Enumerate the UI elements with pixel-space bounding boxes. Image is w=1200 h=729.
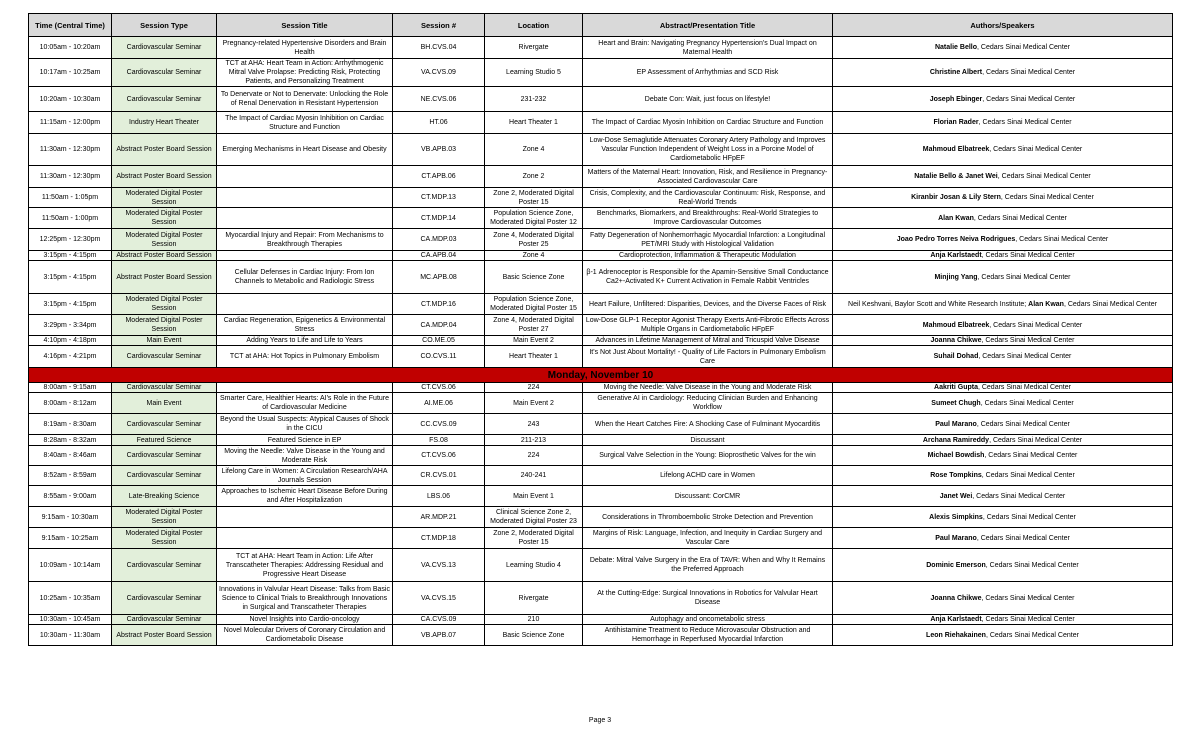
abstract-title-cell: EP Assessment of Arrhythmias and SCD Risk: [583, 59, 833, 87]
time-cell: 11:30am - 12:30pm: [29, 166, 112, 188]
time-cell: 10:05am - 10:20am: [29, 37, 112, 59]
time-cell: 10:17am - 10:25am: [29, 59, 112, 87]
session-title-cell: [217, 528, 393, 549]
session-title-cell: Adding Years to Life and Life to Years: [217, 336, 393, 346]
session-number-cell: VA.CVS.15: [393, 582, 485, 615]
session-number-cell: CA.APB.04: [393, 251, 485, 261]
authors-cell: [833, 166, 1173, 188]
abstract-title-cell: Debate Con: Wait, just focus on lifestyle!: [583, 87, 833, 112]
session-title-cell: [217, 507, 393, 528]
author-affiliation: , Cedars Sinai Medical Center: [973, 214, 1067, 222]
day-banner-section: [29, 368, 1173, 383]
session-type-cell: Cardiovascular Seminar: [112, 549, 217, 582]
abstract-title-cell: Autophagy and oncometabolic stress: [583, 615, 833, 625]
session-number-cell: CC.CVS.09: [393, 414, 485, 435]
authors-cell: [833, 336, 1173, 346]
authors-cell: [833, 87, 1173, 112]
authors-cell: [833, 261, 1173, 294]
abstract-title-cell: It's Not Just About Mortality! - Quality of Life Factors in Pulmonary Embolism Care: [583, 346, 833, 368]
author-name: Kiranbir Josan & Lily Stern: [911, 194, 1001, 201]
session-title-cell: The Impact of Cardiac Myosin Inhibition on Cardiac Structure and Function: [217, 112, 393, 134]
session-type-cell: Moderated Digital Poster Session: [112, 315, 217, 336]
authors-cell: [833, 315, 1173, 336]
authors-cell: [833, 528, 1173, 549]
session-type-cell: Moderated Digital Poster Session: [112, 528, 217, 549]
location-cell: Heart Theater 1: [485, 112, 583, 134]
table-row: [29, 166, 1173, 188]
author-name: Alexis Simpkins: [929, 513, 983, 521]
session-number-cell: CT.MDP.16: [393, 294, 485, 315]
author-name: Florian Rader: [933, 119, 979, 126]
abstract-title-cell: Benchmarks, Biomarkers, and Breakthroughs: Real-World Strategies to Improve Cardiovascular Outcomes: [583, 208, 833, 229]
time-cell: 10:09am - 10:14am: [29, 549, 112, 582]
time-cell: 9:15am - 10:30am: [29, 507, 112, 528]
author-affiliation: , Cedars Sinai Medical Center: [989, 146, 1083, 153]
author-name: Rose Tompkins: [930, 472, 982, 479]
table-row: [29, 59, 1173, 87]
session-number-cell: CT.MDP.14: [393, 208, 485, 229]
session-type-cell: Cardiovascular Seminar: [112, 37, 217, 59]
author-name: Anja Karlstaedt: [930, 616, 982, 623]
session-type-cell: Cardiovascular Seminar: [112, 346, 217, 368]
authors-cell: [833, 294, 1173, 315]
session-type-cell: Featured Science: [112, 435, 217, 446]
session-type-cell: Cardiovascular Seminar: [112, 87, 217, 112]
table-row: [29, 414, 1173, 435]
time-cell: 8:52am - 8:59am: [29, 466, 112, 486]
session-type-cell: Main Event: [112, 336, 217, 346]
author-name: Mahmoud Elbatreek: [922, 321, 990, 329]
rows-after-banner: [29, 383, 1173, 646]
author-name: Sumeet Chugh: [931, 399, 981, 407]
abstract-title-cell: Margins of Risk: Language, Infection, and Inequity in Cardiac Surgery and Vascular Care: [583, 528, 833, 549]
location-cell: 224: [485, 446, 583, 466]
location-cell: Learning Studio 4: [485, 549, 583, 582]
session-type-cell: Moderated Digital Poster Session: [112, 188, 217, 208]
abstract-title-cell: Fatty Degeneration of Nonhemorrhagic Myocardial Infarction: a Longitudinal PET/MRI Study with Histological Validation: [583, 229, 833, 251]
location-cell: Main Event 1: [485, 486, 583, 507]
header-authors: Authors/Speakers: [833, 14, 1173, 37]
session-number-cell: CT.MDP.13: [393, 188, 485, 208]
session-title-cell: Pregnancy-related Hypertensive Disorders and Brain Health: [217, 37, 393, 59]
table-row: [29, 261, 1173, 294]
session-number-cell: MC.APB.08: [393, 261, 485, 294]
time-cell: 11:15am - 12:00pm: [29, 112, 112, 134]
session-title-cell: [217, 166, 393, 188]
session-type-cell: Abstract Poster Board Session: [112, 166, 217, 188]
session-title-cell: Smarter Care, Healthier Hearts: AI's Role in the Future of Cardiovascular Medicine: [217, 393, 393, 414]
session-number-cell: CO.CVS.11: [393, 346, 485, 368]
session-title-cell: Approaches to Ischemic Heart Disease Before During and After Hospitalization: [217, 486, 393, 507]
time-cell: 8:19am - 8:30am: [29, 414, 112, 435]
authors-cell: [833, 188, 1173, 208]
author-name: Joseph Ebinger: [929, 95, 983, 103]
author-name: Natalie Bello & Janet Wei: [914, 173, 998, 180]
session-number-cell: VA.CVS.13: [393, 549, 485, 582]
author-affiliation: , Cedars Sinai Medical Center: [977, 273, 1071, 281]
time-cell: 4:16pm - 4:21pm: [29, 346, 112, 368]
author-affiliation: , Cedars Sinai Medical Center: [1063, 300, 1157, 308]
location-cell: Heart Theater 1: [485, 346, 583, 368]
session-number-cell: VB.APB.03: [393, 134, 485, 166]
header-session-type: Session Type: [112, 14, 217, 37]
authors-cell: [833, 549, 1173, 582]
time-cell: 8:28am - 8:32am: [29, 435, 112, 446]
abstract-title-cell: Considerations in Thromboembolic Stroke Detection and Prevention: [583, 507, 833, 528]
location-cell: Population Science Zone, Moderated Digital Poster 12: [485, 208, 583, 229]
author-name: Alan Kwan: [1028, 300, 1064, 308]
authors-cell: [833, 446, 1173, 466]
author-name: Aakriti Gupta: [934, 384, 978, 391]
header-row: [29, 14, 1173, 37]
session-number-cell: CT.APB.06: [393, 166, 485, 188]
authors-cell: [833, 112, 1173, 134]
table-row: [29, 549, 1173, 582]
session-number-cell: VA.CVS.09: [393, 59, 485, 87]
time-cell: 11:50am - 1:05pm: [29, 188, 112, 208]
table-row: [29, 134, 1173, 166]
authors-cell: [833, 383, 1173, 393]
table-row: [29, 625, 1173, 646]
author-name: Leon Riehakainen: [926, 631, 986, 639]
session-number-cell: CT.CVS.06: [393, 446, 485, 466]
time-cell: 10:20am - 10:30am: [29, 87, 112, 112]
author-name: Natalie Bello: [934, 44, 977, 51]
schedule-table: [28, 13, 1173, 646]
time-cell: 8:00am - 9:15am: [29, 383, 112, 393]
session-type-cell: Abstract Poster Board Session: [112, 251, 217, 261]
table-row: [29, 507, 1173, 528]
header-location: Location: [485, 14, 583, 37]
session-title-cell: Cellular Defenses in Cardiac Injury: From Ion Channels to Metabolic and Radiologic Stress: [217, 261, 393, 294]
session-number-cell: LBS.06: [393, 486, 485, 507]
author-affiliation: , Cedars Sinai Medical Center: [985, 631, 1079, 639]
author-affiliation: , Cedars Sinai Medical Center: [972, 492, 1066, 500]
time-cell: 10:25am - 10:35am: [29, 582, 112, 615]
session-type-cell: Cardiovascular Seminar: [112, 582, 217, 615]
author-name: Paul Marano: [935, 534, 977, 542]
time-cell: 3:15pm - 4:15pm: [29, 294, 112, 315]
session-number-cell: FS.08: [393, 435, 485, 446]
table-row: [29, 466, 1173, 486]
session-number-cell: CO.ME.05: [393, 336, 485, 346]
session-number-cell: AI.ME.06: [393, 393, 485, 414]
author-affiliation: , Cedars Sinai Medical Center: [1000, 194, 1094, 201]
session-title-cell: Emerging Mechanisms in Heart Disease and Obesity: [217, 134, 393, 166]
author-name: Dominic Emerson: [926, 561, 986, 569]
author-affiliation: , Cedars Sinai Medical Center: [981, 252, 1075, 259]
abstract-title-cell: Cardioprotection, Inflammation & Therapeutic Modulation: [583, 251, 833, 261]
table-row: [29, 435, 1173, 446]
location-cell: Learning Studio 5: [485, 59, 583, 87]
author-prefix: Neil Keshvani, Baylor Scott and White Research Institute;: [848, 300, 1029, 308]
abstract-title-cell: Heart and Brain: Navigating Pregnancy Hypertension's Dual Impact on Maternal Health: [583, 37, 833, 59]
abstract-title-cell: Lifelong ACHD care in Women: [583, 466, 833, 486]
author-affiliation: , Cedars Sinai Medical Center: [977, 384, 1071, 391]
abstract-title-cell: Heart Failure, Unfiltered: Disparities, Devices, and the Diverse Faces of Risk: [583, 294, 833, 315]
abstract-title-cell: Surgical Valve Selection in the Young: Bioprosthetic Valves for the win: [583, 446, 833, 466]
author-name: Alan Kwan: [938, 214, 974, 222]
session-number-cell: HT.06: [393, 112, 485, 134]
table-row: [29, 528, 1173, 549]
session-title-cell: To Denervate or Not to Denervate: Unlocking the Role of Renal Denervation in Resistant Hypertension: [217, 87, 393, 112]
time-cell: 3:15pm - 4:15pm: [29, 251, 112, 261]
abstract-title-cell: When the Heart Catches Fire: A Shocking Case of Fulminant Myocarditis: [583, 414, 833, 435]
author-name: Paul Marano: [935, 420, 977, 428]
session-type-cell: Cardiovascular Seminar: [112, 59, 217, 87]
abstract-title-cell: At the Cutting-Edge: Surgical Innovations in Robotics for Valvular Heart Disease: [583, 582, 833, 615]
time-cell: 12:25pm - 12:30pm: [29, 229, 112, 251]
session-title-cell: [217, 208, 393, 229]
header-session-number: Session #: [393, 14, 485, 37]
time-cell: 8:00am - 8:12am: [29, 393, 112, 414]
table-row: [29, 615, 1173, 625]
location-cell: 210: [485, 615, 583, 625]
author-affiliation: , Cedars Sinai Medical Center: [978, 119, 1072, 126]
location-cell: Basic Science Zone: [485, 625, 583, 646]
author-affiliation: , Cedars Sinai Medical Center: [985, 561, 1079, 569]
location-cell: Zone 2, Moderated Digital Poster 15: [485, 188, 583, 208]
location-cell: Zone 4: [485, 251, 583, 261]
table-row: [29, 582, 1173, 615]
session-type-cell: Abstract Poster Board Session: [112, 134, 217, 166]
location-cell: Zone 2: [485, 166, 583, 188]
session-type-cell: Main Event: [112, 393, 217, 414]
author-affiliation: , Cedars Sinai Medical Center: [984, 452, 1078, 459]
session-number-cell: CR.CVS.01: [393, 466, 485, 486]
day-banner-row: [29, 368, 1173, 383]
authors-cell: [833, 59, 1173, 87]
author-affiliation: , Cedars Sinai Medical Center: [981, 337, 1075, 344]
session-number-cell: CA.MDP.04: [393, 315, 485, 336]
author-name: Janet Wei: [939, 492, 973, 500]
session-title-cell: Innovations in Valvular Heart Disease: Talks from Basic Science to Clinical Trials to Breakthrough Innovations in Surgical and Transcatheter Therapies: [217, 582, 393, 615]
author-affiliation: , Cedars Sinai Medical Center: [976, 534, 1070, 542]
session-title-cell: [217, 188, 393, 208]
time-cell: 4:10pm - 4:18pm: [29, 336, 112, 346]
abstract-title-cell: Low-Dose GLP-1 Receptor Agonist Therapy Exerts Anti-Fibrotic Effects Across Multiple Organs in Cardiometabolic HFpEF: [583, 315, 833, 336]
session-type-cell: Cardiovascular Seminar: [112, 615, 217, 625]
session-type-cell: Cardiovascular Seminar: [112, 446, 217, 466]
session-title-cell: TCT at AHA: Hot Topics in Pulmonary Embolism: [217, 346, 393, 368]
authors-cell: [833, 37, 1173, 59]
author-affiliation: , Cedars Sinai Medical Center: [981, 616, 1075, 623]
author-name: Joanna Chikwe: [930, 337, 982, 344]
table-row: [29, 37, 1173, 59]
table-row: [29, 188, 1173, 208]
abstract-title-cell: Discussant: CorCMR: [583, 486, 833, 507]
location-cell: Zone 4, Moderated Digital Poster 25: [485, 229, 583, 251]
table-row: [29, 336, 1173, 346]
session-number-cell: CT.MDP.18: [393, 528, 485, 549]
session-type-cell: Abstract Poster Board Session: [112, 625, 217, 646]
session-title-cell: Cardiac Regeneration, Epigenetics & Environmental Stress: [217, 315, 393, 336]
rows-before-banner: [29, 37, 1173, 368]
session-number-cell: CA.CVS.09: [393, 615, 485, 625]
header-time: Time (Central Time): [29, 14, 112, 37]
abstract-title-cell: Advances in Lifetime Management of Mitral and Tricuspid Valve Disease: [583, 336, 833, 346]
author-affiliation: , Cedars Sinai Medical Center: [982, 513, 1076, 521]
author-affiliation: , Cedars Sinai Medical Center: [989, 436, 1083, 444]
author-affiliation: , Cedars Sinai Medical Center: [1015, 236, 1109, 243]
schedule-sheet: [28, 13, 1173, 646]
table-row: [29, 383, 1173, 393]
abstract-title-cell: Antihistamine Treatment to Reduce Microvascular Obstruction and Hemorrhage in Reperfused Myocardial Infarction: [583, 625, 833, 646]
location-cell: 231-232: [485, 87, 583, 112]
session-type-cell: Industry Heart Theater: [112, 112, 217, 134]
session-type-cell: Moderated Digital Poster Session: [112, 294, 217, 315]
authors-cell: [833, 507, 1173, 528]
time-cell: 3:15pm - 4:15pm: [29, 261, 112, 294]
location-cell: Main Event 2: [485, 336, 583, 346]
session-title-cell: Beyond the Usual Suspects: Atypical Causes of Shock in the CICU: [217, 414, 393, 435]
time-cell: 10:30am - 10:45am: [29, 615, 112, 625]
session-title-cell: Moving the Needle: Valve Disease in the Young and Moderate Risk: [217, 446, 393, 466]
session-type-cell: Moderated Digital Poster Session: [112, 229, 217, 251]
page-number: Page 3: [588, 717, 612, 724]
author-affiliation: , Cedars Sinai Medical Center: [989, 321, 1083, 329]
location-cell: Main Event 2: [485, 393, 583, 414]
table-row: [29, 393, 1173, 414]
abstract-title-cell: β-1 Adrenoceptor is Responsible for the Apamin-Sensitive Small Conductance Ca2+-Activated K+ Current Activation in Female Rabbit Ventricles: [583, 261, 833, 294]
table-row: [29, 446, 1173, 466]
author-name: Joao Pedro Torres Neiva Rodrigues: [896, 236, 1016, 243]
session-number-cell: BH.CVS.04: [393, 37, 485, 59]
location-cell: Rivergate: [485, 37, 583, 59]
day-banner: Monday, November 10: [29, 368, 1173, 383]
table-row: [29, 208, 1173, 229]
abstract-title-cell: The Impact of Cardiac Myosin Inhibition on Cardiac Structure and Function: [583, 112, 833, 134]
time-cell: 10:30am - 11:30am: [29, 625, 112, 646]
session-number-cell: CA.MDP.03: [393, 229, 485, 251]
header-abstract-title: Abstract/Presentation Title: [583, 14, 833, 37]
author-name: Suhail Dohad: [933, 353, 979, 360]
authors-cell: [833, 582, 1173, 615]
authors-cell: [833, 466, 1173, 486]
session-number-cell: VB.APB.07: [393, 625, 485, 646]
author-affiliation: , Cedars Sinai Medical Center: [980, 399, 1074, 407]
authors-cell: [833, 346, 1173, 368]
author-affiliation: , Cedars Sinai Medical Center: [981, 472, 1075, 479]
location-cell: Zone 4: [485, 134, 583, 166]
table-row: [29, 251, 1173, 261]
location-cell: Zone 2, Moderated Digital Poster 15: [485, 528, 583, 549]
session-type-cell: Late-Breaking Science: [112, 486, 217, 507]
location-cell: 211-213: [485, 435, 583, 446]
session-type-cell: Cardiovascular Seminar: [112, 466, 217, 486]
abstract-title-cell: Discussant: [583, 435, 833, 446]
location-cell: Zone 4, Moderated Digital Poster 27: [485, 315, 583, 336]
session-type-cell: Moderated Digital Poster Session: [112, 208, 217, 229]
table-row: [29, 87, 1173, 112]
table-row: [29, 346, 1173, 368]
location-cell: Population Science Zone, Moderated Digital Poster 15: [485, 294, 583, 315]
location-cell: Basic Science Zone: [485, 261, 583, 294]
session-title-cell: Lifelong Care in Women: A Circulation Research/AHA Journals Session: [217, 466, 393, 486]
session-number-cell: CT.CVS.06: [393, 383, 485, 393]
session-type-cell: Moderated Digital Poster Session: [112, 507, 217, 528]
time-cell: 3:29pm - 3:34pm: [29, 315, 112, 336]
table-row: [29, 229, 1173, 251]
session-title-cell: TCT at AHA: Heart Team in Action: Arrhythmogenic Mitral Valve Prolapse: Predicting Risk, Protecting Patients, and Personalizing Treatment: [217, 59, 393, 87]
author-name: Archana Ramireddy: [922, 436, 990, 444]
authors-cell: [833, 134, 1173, 166]
session-title-cell: [217, 294, 393, 315]
authors-cell: [833, 615, 1173, 625]
table-row: [29, 294, 1173, 315]
location-cell: Rivergate: [485, 582, 583, 615]
abstract-title-cell: Low-Dose Semaglutide Attenuates Coronary Artery Pathology and Improves Vascular Function Independent of Weight Loss in a Porcine Model of Cardiometabolic HFpEF: [583, 134, 833, 166]
abstract-title-cell: Matters of the Maternal Heart: Innovation, Risk, and Resilience in Pregnancy-Associated Cardiovascular Care: [583, 166, 833, 188]
authors-cell: [833, 251, 1173, 261]
author-name: Anja Karlstaedt: [930, 252, 982, 259]
location-cell: 224: [485, 383, 583, 393]
author-name: Michael Bowdish: [927, 452, 985, 459]
author-affiliation: , Cedars Sinai Medical Center: [982, 95, 1076, 103]
session-title-cell: Novel Molecular Drivers of Coronary Circulation and Cardiometabolic Disease: [217, 625, 393, 646]
author-name: Christine Albert: [929, 69, 983, 76]
session-title-cell: [217, 251, 393, 261]
session-type-cell: Cardiovascular Seminar: [112, 383, 217, 393]
table-row: [29, 486, 1173, 507]
session-title-cell: Myocardial Injury and Repair: From Mechanisms to Breakthrough Therapies: [217, 229, 393, 251]
authors-cell: [833, 435, 1173, 446]
session-number-cell: AR.MDP.21: [393, 507, 485, 528]
abstract-title-cell: Moving the Needle: Valve Disease in the Young and Moderate Risk: [583, 383, 833, 393]
time-cell: 9:15am - 10:25am: [29, 528, 112, 549]
authors-cell: [833, 414, 1173, 435]
authors-cell: [833, 208, 1173, 229]
authors-cell: [833, 486, 1173, 507]
authors-cell: [833, 229, 1173, 251]
author-affiliation: , Cedars Sinai Medical Center: [982, 69, 1076, 76]
session-number-cell: NE.CVS.06: [393, 87, 485, 112]
table-row: [29, 315, 1173, 336]
author-name: Mahmoud Elbatreek: [922, 146, 990, 153]
authors-cell: [833, 393, 1173, 414]
author-affiliation: , Cedars Sinai Medical Center: [977, 44, 1070, 51]
session-title-cell: Novel Insights into Cardio-oncology: [217, 615, 393, 625]
author-affiliation: , Cedars Sinai Medical Center: [976, 420, 1070, 428]
author-name: Minjing Yang: [934, 273, 978, 281]
table-row: [29, 112, 1173, 134]
author-affiliation: , Cedars Sinai Medical Center: [997, 173, 1091, 180]
abstract-title-cell: Crisis, Complexity, and the Cardiovascular Continuum: Risk, Response, and Real-World Trends: [583, 188, 833, 208]
authors-cell: [833, 625, 1173, 646]
author-affiliation: , Cedars Sinai Medical Center: [978, 353, 1072, 360]
session-title-cell: Featured Science in EP: [217, 435, 393, 446]
time-cell: 8:55am - 9:00am: [29, 486, 112, 507]
location-cell: 240-241: [485, 466, 583, 486]
session-title-cell: TCT at AHA: Heart Team in Action: Life After Transcatheter Therapies: Addressing Residual and Progressive Heart Disease: [217, 549, 393, 582]
session-type-cell: Abstract Poster Board Session: [112, 261, 217, 294]
time-cell: 11:30am - 12:30pm: [29, 134, 112, 166]
time-cell: 11:50am - 1:00pm: [29, 208, 112, 229]
location-cell: Clinical Science Zone 2, Moderated Digital Poster 23: [485, 507, 583, 528]
abstract-title-cell: Generative AI in Cardiology: Reducing Clinician Burden and Enhancing Workflow: [583, 393, 833, 414]
time-cell: 8:40am - 8:46am: [29, 446, 112, 466]
author-affiliation: , Cedars Sinai Medical Center: [981, 594, 1075, 602]
author-name: Joanna Chikwe: [930, 594, 982, 602]
session-title-cell: [217, 383, 393, 393]
location-cell: 243: [485, 414, 583, 435]
session-type-cell: Cardiovascular Seminar: [112, 414, 217, 435]
header-session-title: Session Title: [217, 14, 393, 37]
abstract-title-cell: Debate: Mitral Valve Surgery in the Era of TAVR: When and Why It Remains the Preferred Approach: [583, 549, 833, 582]
